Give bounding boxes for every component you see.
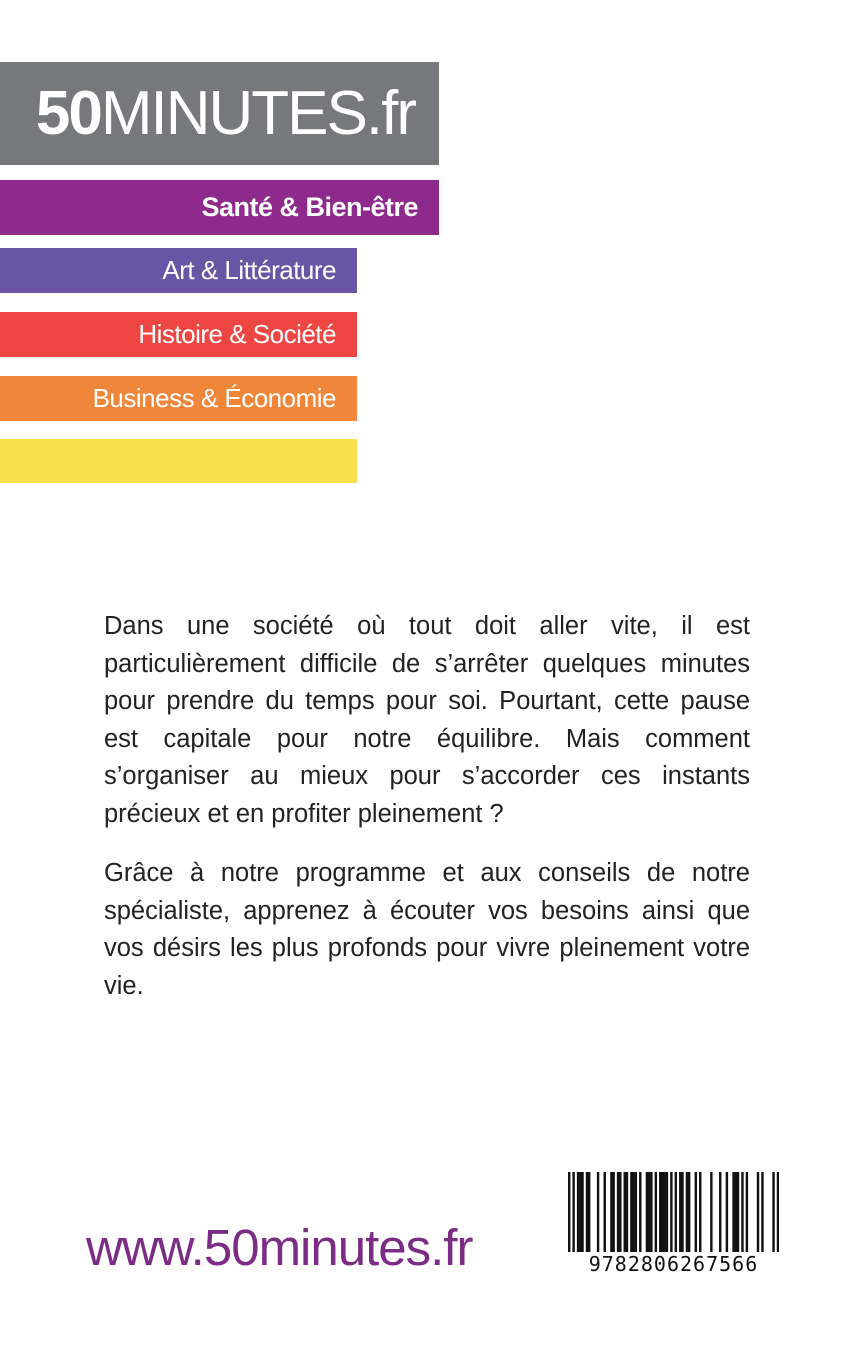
barcode-bar <box>624 1172 626 1252</box>
publisher-logo <box>35 78 415 148</box>
barcode-icon <box>568 1172 779 1252</box>
barcode-bar <box>732 1172 734 1252</box>
website-url: www.50minutes.fr <box>86 1219 473 1276</box>
barcode-bar <box>612 1172 614 1252</box>
barcode-bar <box>735 1172 737 1252</box>
barcode-bar <box>726 1172 728 1252</box>
barcode-bar <box>617 1172 619 1252</box>
category-label: Art & Littérature <box>162 255 336 285</box>
barcode-bar <box>746 1172 748 1252</box>
barcode-bar <box>688 1172 690 1252</box>
barcode-bar <box>772 1172 774 1252</box>
barcode-bar <box>588 1172 590 1252</box>
barcode-bar <box>679 1172 681 1252</box>
barcode-bar <box>619 1172 621 1252</box>
category-label: Santé & Bien-être <box>201 192 418 222</box>
barcode-bar <box>737 1172 739 1252</box>
barcode-bar <box>699 1172 701 1252</box>
barcode-bar <box>630 1172 632 1252</box>
barcode-bar <box>664 1172 666 1252</box>
category-band-business <box>0 376 357 421</box>
category-label: Histoire & Société <box>138 319 336 349</box>
barcode-bar <box>632 1172 634 1252</box>
barcode-bar <box>761 1172 763 1252</box>
barcode-bar <box>655 1172 657 1252</box>
barcode-bar <box>597 1172 599 1252</box>
barcode-bar <box>757 1172 759 1252</box>
barcode-bar <box>666 1172 668 1252</box>
barcode-bar <box>646 1172 648 1252</box>
description-paragraph: Grâce à notre programme et aux conseils de notre spécialiste, apprenez à écouter vos besoins ainsi que vos désirs les plus profonds pour vivre pleinement votre vie. <box>104 859 750 1000</box>
isbn-number: 9782806267566 <box>588 1252 759 1276</box>
barcode-bar <box>586 1172 588 1252</box>
category-band-blank <box>0 439 357 483</box>
barcode-bar <box>777 1172 779 1252</box>
logo-banner <box>0 62 439 165</box>
barcode-bar <box>572 1172 574 1252</box>
barcode-bar <box>581 1172 583 1252</box>
barcode-bar <box>579 1172 581 1252</box>
category-label: Business & Économie <box>92 383 336 413</box>
barcode-bar <box>650 1172 652 1252</box>
barcode-bar <box>670 1172 672 1252</box>
barcode-bar <box>568 1172 570 1252</box>
description-paragraph: Dans une société où tout doit aller vite, il est particulièrement difficile de s’arrêter quelques minutes pour prendre du temps pour soi. Pourtant, cette pause est capitale pour notre équilibre. Mais comment s’organiser au mieux pour s’accorder ces instants précieux et en profiter pleinement ? <box>104 612 750 828</box>
barcode-bar <box>659 1172 661 1252</box>
category-band-histoire <box>0 312 357 357</box>
logo-bold: 50 <box>35 78 101 148</box>
category-band-art <box>0 248 357 293</box>
logo-rest: MINUTES.fr <box>100 78 415 148</box>
barcode-bar <box>681 1172 683 1252</box>
barcode-bar <box>719 1172 721 1252</box>
barcode-bar <box>577 1172 579 1252</box>
barcode-bar <box>675 1172 677 1252</box>
barcode-bar <box>741 1172 743 1252</box>
barcode-bar <box>686 1172 688 1252</box>
barcode-bar <box>710 1172 712 1252</box>
barcode-bar <box>635 1172 637 1252</box>
barcode-bar <box>639 1172 641 1252</box>
barcode-bar <box>648 1172 650 1252</box>
barcode-bar <box>661 1172 663 1252</box>
barcode-bar <box>604 1172 606 1252</box>
barcode-bar <box>626 1172 628 1252</box>
category-band-sante <box>0 180 439 235</box>
barcode-bar <box>610 1172 612 1252</box>
barcode-bar <box>695 1172 697 1252</box>
